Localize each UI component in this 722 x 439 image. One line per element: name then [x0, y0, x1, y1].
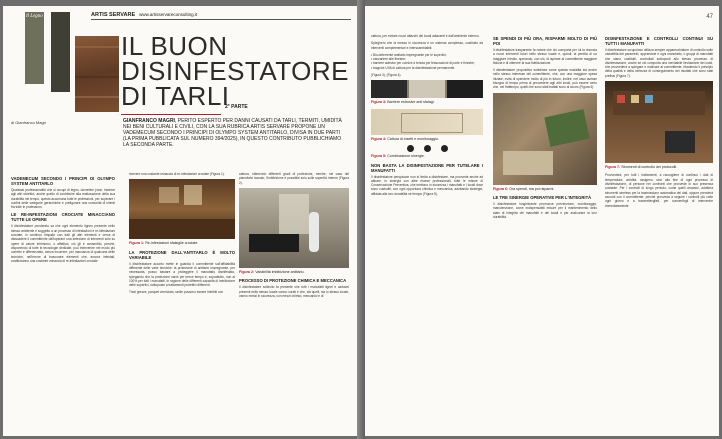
right-column-1	[371, 34, 483, 199]
paragraph: Provvederà, per tutti i trattamenti, a raccogliere di continuo i dati di temperatura, umidità, ossigeno, sino alla fine di ogni processo di disinfestazione, di persone nei confronti che provvede in suo presenza costante. Per i controlli di lungo periodo, come quelli anossici, adotterà strumenti wireless per la trasmissione automatica dei dati, oppure prenderà accordi con il committente, perché provveda a seguire i controlli più volte ogni giorno e a trasmetterglieli, per consentirgli di intervenire immediatamente	[605, 173, 713, 208]
right-column-2	[493, 34, 597, 222]
bullet: • barriere adesive per cornice a tenuta per fessurazioni di porte e finestre;	[371, 61, 475, 66]
bullet: • zanzariere alle finestre;	[371, 57, 406, 62]
heading: NON BASTA LA DISINFESTAZIONE PER TUTELARE I MANUFATTI	[371, 162, 483, 173]
left-column-2	[129, 172, 235, 298]
page-number: 46	[25, 84, 32, 90]
title-rule	[121, 114, 221, 115]
heading: VADEMECUM SECONDO I PRINCIPI DI OLYMPO SYSTEM ANTITARLO	[11, 176, 115, 186]
figure-1-image	[129, 179, 235, 239]
figure-6-caption: Figura 6: Ora spendi, ma poi risparmi.	[493, 186, 555, 191]
figure-3-caption: Figura 3: Barriere estrusive anti sfalagi.	[371, 100, 435, 105]
figure-2-caption: Figura 2: Variabilità imbibizione antitarlo.	[239, 269, 305, 274]
paragraph: Travi grezze, parquet verniciato, sedie possono essere imbibiti con	[129, 290, 224, 295]
section-title: ARTIS SERVARE www.artisservareconsulting.it	[91, 12, 198, 18]
figure-4-image	[371, 109, 483, 135]
heading: DISINFESTAZIONE E CONTROLLI CONTINUI SU TUTTI I MANUFATTI	[605, 36, 713, 46]
heading: PROCESSO DI PROTEZIONE CHIMICA E MECCANICA	[239, 278, 347, 284]
site-url: www.artisservareconsulting.it	[139, 12, 198, 17]
paragraph: cattura, ottenendo differenti gradi di protezione, mentre, nel caso del pianoforte laccato, l'imbibizione è possibile solo sulle superfici interne (Figura 2).	[239, 172, 349, 185]
figure-2-image	[239, 188, 349, 268]
left-column-1	[11, 174, 115, 266]
left-column-3	[239, 172, 349, 301]
paragraph: (Figura 3), (Figura 4).	[371, 73, 402, 78]
paragraph: Il disinfestatore propositivo sottolinea come questa modalità sia anche nello stesso interesse del committente, che, con una maggiore spesa iniziale, evita di spendere molto di più in futuro, inoltre, nel caso avesse bisogno di tempo prima di provvedere agli altri locali, può essere certo che, nel frattempo, quelli che sono stati trattati sono al sicuro (Figura 6)	[493, 68, 597, 90]
heading: SE SPENDI DI PIÙ ORA, RISPARMI MOLTO DI PIÙ POI	[493, 36, 597, 46]
lead-paragraph: GIANFRANCO MAGRI, PERITO ESPERTO PER DANNI CAUSATI DA TARLI, TERMITI, UMIDITÀ NEI BENI CULTURALI E CIVILI, CON LA SUA RUBRICA ARTIS SERVARE PROPONE UN VADEMECUM SECONDO I PRINCIPI DI OLYMPO SYSTEM ANTITARLO, DIVISA IN DUE PARTI (LA PRIMA PUBBLICATA SUL NUMERO 394/2025), IN QUESTO CONTRIBUTO PUBBLICHIAMO LA SECONDA PARTE.	[123, 118, 342, 149]
paragraph: Il disinfestatore ponderato sa che ogni elemento ligneo presente nello stesso ambiente è soggetto a un processo di infestazioni e re-infestazioni crociate, in continuo rimpallo con tutti gli altri elementi e cerca di dissuadere il committente dall'operare una selezione di interventi solo su opere di valore intrinseco, o affettivo; ciò gli è consentito, perché, disponendo di tutte le tecnologie dedicate, può intervenire nel modo più corretto e differenziato, senza incorrere, per mancanza di qualcuna delle tecniche, nell'errore di trascurare elementi che, ancora infestati, costituiranno una costante minaccia di re-infestazioni crociate	[11, 224, 115, 263]
paragraph: Il disinfestatore perspicace non si limita a disinfestare, ma provvede anche ad attuare, in sinergia con altre risorse professionali, tutte le misure di Conservazione Preventiva, che mettono in sicurezza i manufatti e i locali dove sono custoditi, con ogni opportuna chimica e meccanica, adottando strategie, affidata alla loro durabilità nel tempo (Figura 5).	[371, 174, 483, 196]
byline: di Gianfranco Magri	[11, 120, 46, 125]
paragraph: Il disinfestatore sollecito fa presente che tutti i manufatti lignei e cartacei presenti nello stesso locale vanno curati e che, sia quelli, sia lo stesso locale, vanno messi in sicurezza, con mezzi chimici, meccanici e di	[239, 285, 349, 298]
page-number: 47	[706, 14, 713, 20]
spine-gutter	[357, 0, 365, 439]
gear-icon	[407, 145, 414, 152]
figure-4-caption: Figura 4: Cattura di insetti e monitoraggio.	[371, 136, 439, 141]
check-icon	[441, 145, 448, 152]
wood-texture-image	[75, 36, 119, 112]
paragraph: cattura, per evitare nuovi attacchi dei locali adiacenti e dall'ambiente esterno.	[371, 34, 480, 38]
logo-text: Il Legno	[26, 14, 43, 19]
paragraph: ricevere una costante minaccia di re-infestazioni crociate (Figura 1).	[129, 172, 225, 176]
right-page	[365, 6, 719, 436]
bullet: • trappole UVA di cattura per la disinfestazione permanente.	[371, 65, 456, 70]
paragraph: Il disinfestatore scrupoloso utilizza sempre apparecchiature di controllo sulle variabilità dei parametri, apprendole e ogni manufatto, o gruppi di manufatti che siano costituiti, controllati sottoposti allo stesso processo di disinfestazione, anche se ciò comporta una inevitabile lievitazione dei costi, che provvederà a spiegare e motivare al committente, ribadendo il principio della qualità e della certezza di conseguimento dei risultati che sono stati prefissi (Figura 7).	[605, 48, 713, 78]
figure-3-image	[371, 80, 483, 98]
right-column-3	[605, 34, 713, 211]
figure-1-caption: Figura 1: Re-infestazioni sfalsiglie crociate.	[129, 241, 199, 246]
figure-7-image	[605, 81, 713, 163]
paragraph: Il disinfestatore trasparente fa notare che ciò comporta per lui la rinuncia a nuovi interventi futuri nello stesso locale e, quindi, la perdita di un maggiore introito, sperando, con ciò, di ispirare al committente maggiore fiducia e di ottenere la sua fidelizzazione.	[493, 48, 597, 65]
left-page	[3, 6, 357, 436]
figure-7-caption: Figura 7: Strumenti di controllo dei protocolli.	[605, 165, 678, 170]
bullet: • Bio-deterrente antitarlo impregnante per le superfici;	[371, 52, 447, 57]
part-label: 2° PARTE	[225, 104, 248, 110]
header-tab-dark	[51, 12, 70, 92]
heading: LE TRE SINERGIE OPERATIVE PER L'INTEGRITÀ	[493, 195, 592, 201]
paragraph: Il disinfestatore accorto mette in guardia il committente sull'affidabilità differente delle varie tecniche: la protezione di antitarlo impregnante, per necessaria, posso bastare a proteggere il manufatto disinfestato, spiegando che la protezione varrà per breve tempo e, soprattutto, non al 100% per tutti i manufatti, in ragione delle differenti capacità di imbibizione delle superfici, sottoposte a trattamenti protettivi differenti.	[129, 261, 235, 288]
shield-icon	[424, 145, 431, 152]
figure-5-icons	[371, 145, 483, 152]
heading: LE RE-INFESTAZIONI CROCIATE MINACCIANO TUTTE LE OPERE	[11, 212, 115, 223]
header-tab-olive	[25, 12, 44, 84]
figure-5-caption: Figura 5: Combinazione sinergie.	[371, 154, 425, 159]
article-title: IL BUON DISINFESTATORE DI TARLI	[121, 31, 350, 111]
paragraph: Spieghero che la messa in sicurezza è un sistema complesso, costituito da interventi complementari e interscambiabili:	[371, 41, 483, 50]
header-rule	[91, 19, 351, 20]
paragraph: Il disinfestatore lungimirante promuove prevenzione, monitoraggio, manutenzione, come indispensabili misure per il mantenimento dello stato di integrità dei manufatti e dei locali e per assicurare la loro durabilità.	[493, 202, 597, 219]
heading: LA PROTEZIONE DALL'ANTITARLO È MOLTO VARIABILE	[129, 249, 235, 260]
figure-6-image	[493, 93, 597, 185]
paragraph: Qualsiasi professionalità che si occupi di legno, dovrebbe porsi, insieme agli altri obiettivi, anche quello di contribuire alla realizzazione della sua durabilità nel tempo, questo accomuna tutte le professioni, per superare i confini delle categorie gerarchiche e prefigurare una comunità di intenti fra tutte le professioni.	[11, 188, 115, 210]
